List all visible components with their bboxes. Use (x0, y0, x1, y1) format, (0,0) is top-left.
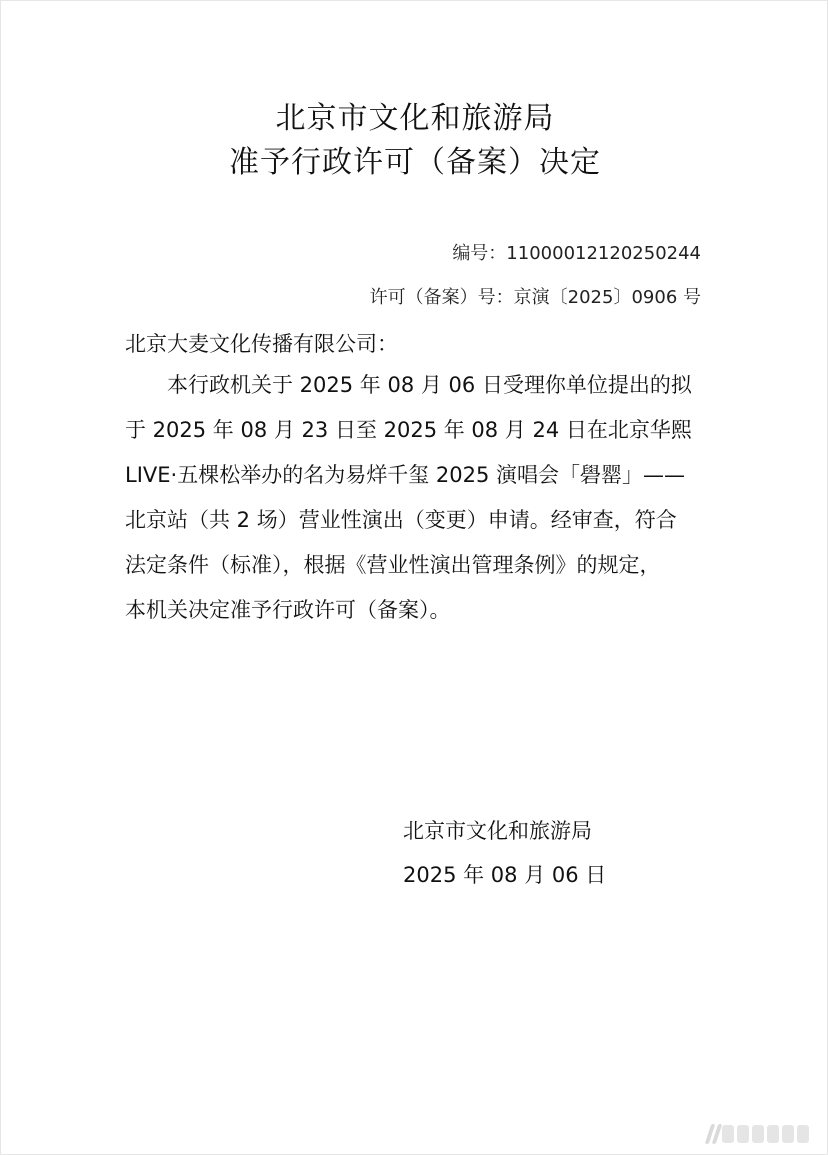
permit-number: 许可（备案）号：京演〔2025〕0906 号 (369, 287, 701, 308)
body-line-4: 北京站（共 2 场）营业性演出（变更）申请。经审查，符合 (125, 508, 677, 532)
body-line-2: 于 2025 年 08 月 23 日至 2025 年 08 月 24 日在北京华熙 (125, 418, 692, 442)
document-title-issuer: 北京市文化和旅游局 (275, 101, 555, 136)
document-number: 编号：11000012120250244 (452, 243, 701, 264)
platform-watermark-icon (708, 1124, 809, 1144)
document-title-decision: 准予行政许可（备案）决定 (229, 145, 601, 180)
issuer-signature: 北京市文化和旅游局 (403, 819, 592, 843)
body-line-3: LIVE·五棵松举办的名为易烊千玺 2025 演唱会「礐罂」—— (125, 463, 685, 487)
addressee: 北京大麦文化传播有限公司： (125, 332, 398, 356)
watermark-block-icon (752, 1125, 764, 1143)
body-line-5: 法定条件（标准），根据《营业性演出管理条例》的规定， (125, 553, 661, 577)
body-line-6: 本机关决定准予行政许可（备案）。 (125, 598, 451, 622)
watermark-block-icon (782, 1125, 794, 1143)
watermark-block-icon (767, 1125, 779, 1143)
issue-date: 2025 年 08 月 06 日 (403, 863, 607, 887)
watermark-block-icon (737, 1125, 749, 1143)
watermark-block-icon (722, 1125, 734, 1143)
body-line-1: 本行政机关于 2025 年 08 月 06 日受理你单位提出的拟 (167, 373, 692, 397)
watermark-block-icon (797, 1125, 809, 1143)
